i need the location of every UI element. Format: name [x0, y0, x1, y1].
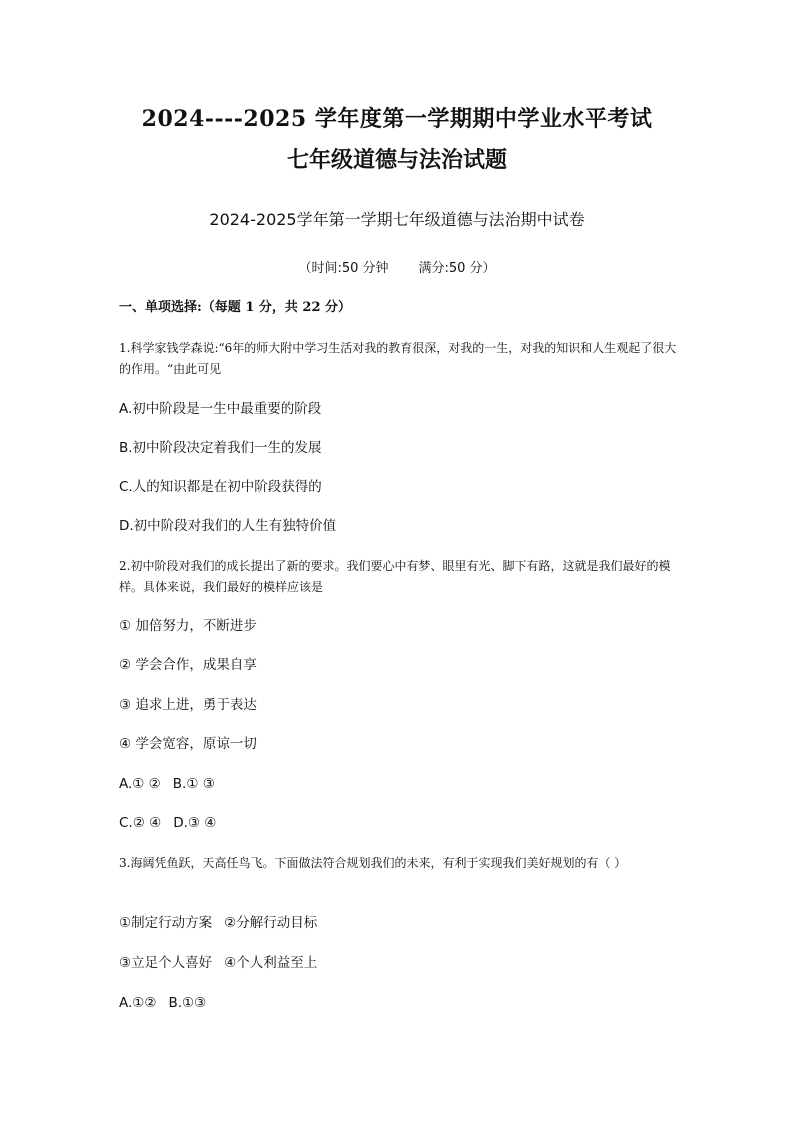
exam-subtitle: 2024-2025学年第一学期七年级道德与法治期中试卷 [209, 210, 585, 229]
question-2-choice-a: A.① ② [119, 776, 161, 792]
question-2-stem: 2.初中阶段对我们的成长提出了新的要求。我们要心中有梦、眼里有光、脚下有路，这就是我们最好的模样。具体来说，我们最好的模样应该是 [119, 559, 671, 594]
question-2-item-4: ④ 学会宽容，原谅一切 [119, 736, 257, 752]
question-1-option-d: D.初中阶段对我们的人生有独特价值 [119, 518, 337, 534]
question-2-choices-cd [119, 813, 679, 833]
exam-title: 2024----2025 学年度第一学期期中学业水平考试 [141, 106, 653, 132]
question-3-items-12 [119, 913, 679, 933]
question-3-choices-ab [119, 993, 679, 1013]
question-1-option-b: B.初中阶段决定着我们一生的发展 [119, 440, 322, 456]
question-2-choice-c: C.② ④ [119, 815, 162, 831]
question-3-choice-b: B.①③ [168, 995, 207, 1011]
exam-full-score: 满分:50 分） [418, 261, 496, 276]
question-1-option-a: A.初中阶段是一生中最重要的阶段 [119, 401, 322, 417]
exam-time: （时间:50 分钟 [298, 261, 389, 276]
section-heading: 一、单项选择:（每题 1 分，共 22 分） [119, 300, 352, 315]
question-3-choice-a: A.①② [119, 995, 157, 1011]
question-3-item-3: ③立足个人喜好 [119, 955, 213, 971]
question-3-stem: 3.海阔凭鱼跃，天高任鸟飞。下面做法符合规划我们的未来，有利于实现我们美好规划的有（ ） [119, 856, 627, 870]
question-2-item-2: ② 学会合作，成果自享 [119, 657, 257, 673]
question-3-item-2: ②分解行动目标 [224, 915, 318, 931]
question-2-item-1: ① 加倍努力，不断进步 [119, 618, 257, 634]
question-3-item-4: ④个人利益至上 [224, 955, 318, 971]
question-1-option-c: C.人的知识都是在初中阶段获得的 [119, 479, 322, 495]
exam-time-score [0, 259, 794, 279]
question-1-stem: 1.科学家钱学森说:“6年的师大附中学习生活对我的教育很深，对我的一生，对我的知识和人生观起了很大的作用。“由此可见 [119, 341, 677, 376]
question-3-items-34 [119, 953, 679, 973]
question-2-item-3: ③ 追求上进，勇于表达 [119, 697, 257, 713]
question-2-choice-b: B.① ③ [172, 776, 215, 792]
question-3-item-1: ①制定行动方案 [119, 915, 213, 931]
question-2-choice-d: D.③ ④ [173, 815, 217, 831]
exam-subject-title: 七年级道德与法治试题 [286, 147, 507, 173]
question-2-choices-ab [119, 774, 679, 794]
